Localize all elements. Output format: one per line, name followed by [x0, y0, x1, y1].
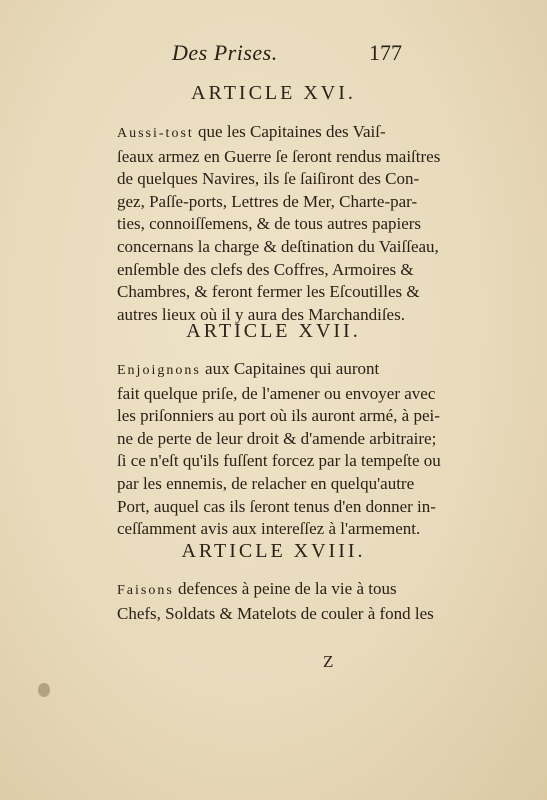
- article-18-text: [117, 578, 439, 625]
- article-17-line: ceſſamment avis aux intereſſez à l'armement.: [117, 519, 421, 539]
- article-16-text: [117, 121, 439, 326]
- article-16-line: enſemble des clefs des Coffres, Armoires &: [117, 259, 414, 279]
- article-17-text: [117, 358, 439, 541]
- article-17-line: [117, 358, 439, 383]
- article-16-heading: ARTICLE XVI.: [191, 82, 356, 104]
- article-17-line: les priſonniers au port où ils auront armé, à pei-: [117, 406, 440, 426]
- article-17-line: Port, auquel cas ils ſeront tenus d'en donner in-: [117, 496, 436, 516]
- page-number: 177: [369, 40, 402, 65]
- article-17-first-line-rest: aux Capitaines qui auront: [200, 359, 380, 378]
- article-17-heading: ARTICLE XVII.: [186, 320, 361, 342]
- paper-stain: [38, 683, 50, 697]
- article-16-line: gez, Paſſe-ports, Lettres de Mer, Charte-par-: [117, 191, 418, 211]
- article-16-lead-word: Aussi-tost: [117, 126, 194, 141]
- article-16-line: ties, connoiſſemens, & de tous autres papiers: [117, 214, 422, 234]
- article-16-line: de quelques Navires, ils ſe ſaiſiront des Con-: [117, 169, 420, 189]
- article-18-heading: ARTICLE XVIII.: [181, 540, 366, 562]
- article-17-line: par les ennemis, de relacher en quelqu'autre: [117, 473, 415, 493]
- running-head: [0, 34, 547, 64]
- article-16-line: concernans la charge & deſtination du Vaiſſeau,: [117, 236, 439, 256]
- article-16-line: Chambres, & feront fermer les Eſcoutilles &: [117, 282, 420, 302]
- article-17-line: ne de perte de leur droit & d'amende arbitraire;: [117, 428, 437, 448]
- signature-mark: Z: [323, 652, 334, 671]
- article-16-line: autres lieux où il y aura des Marchandiſes.: [117, 304, 405, 324]
- article-18-line: Chefs, Soldats & Matelots de couler à fond les: [117, 603, 434, 623]
- article-16-line: ſeaux armez en Guerre ſe ſeront rendus maiſtres: [117, 146, 441, 166]
- running-head-title: Des Prises.: [172, 40, 278, 65]
- article-17-line: ſi ce n'eſt qu'ils fuſſent forcez par la tempeſte ou: [117, 451, 441, 471]
- article-16-first-line-rest: que les Capitaines des Vaiſ-: [193, 122, 386, 141]
- article-18-lead-word: Faisons: [117, 583, 174, 598]
- article-18-line: [117, 578, 439, 603]
- article-18-first-line-rest: defences à peine de la vie à tous: [173, 579, 397, 598]
- article-17-line: fait quelque priſe, de l'amener ou envoyer avec: [117, 383, 436, 403]
- article-16-line: [117, 121, 439, 146]
- article-17-lead-word: Enjoignons: [117, 363, 201, 378]
